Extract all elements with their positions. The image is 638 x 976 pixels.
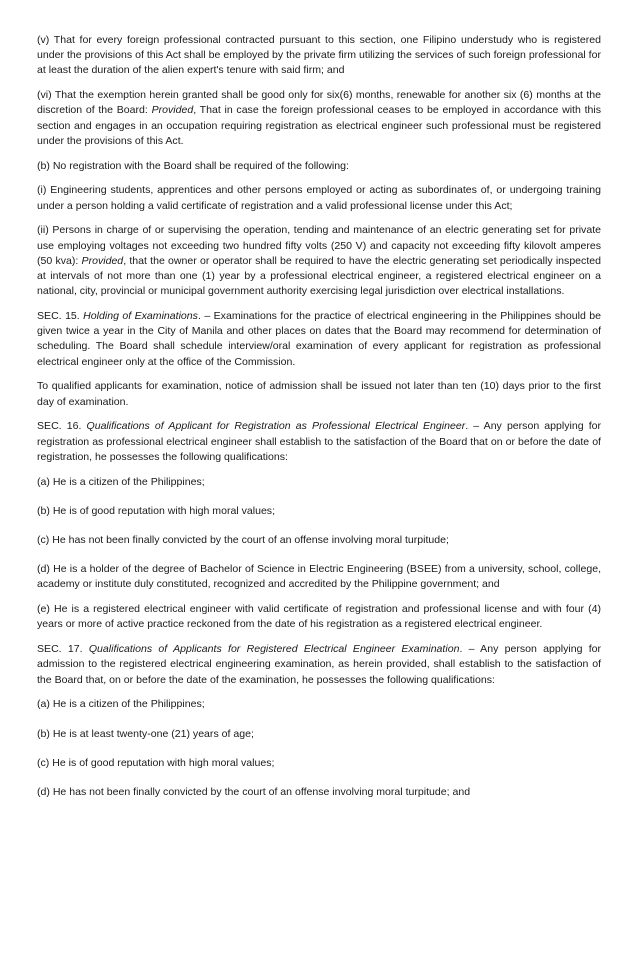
section-16 [37,419,601,465]
paragraph-vi-text: , That in case the foreign professional ceases to be employed in accordance with this section and engages in an occupation requiring registration as electrical engineer such professional must be registered under the provisions of this Act. [37,104,601,147]
section-body: . – Any person applying for admission to the registered electrical engineering examination, as herein provided, shall establish to the satisfaction of the Board that, on or before the date of the examination, he possesses the following qualifications: [37,643,602,686]
paragraph-admission: To qualified applicants for examination, notice of admission shall be issued not later than ten (10) days prior to the first day of examination. [37,380,601,408]
section-body: . – Any person applying for registration as professional electrical engineer shall establish to the satisfaction of the Board that on or before the date of registration, he possesses the following qualifications: [37,420,601,463]
sec17-item-c: (c) He is of good reputation with high moral values; [37,756,275,769]
sec17-item-a: (a) He is a citizen of the Philippines; [37,698,205,711]
paragraph-v: (v) That for every foreign professional contracted pursuant to this section, one Filipino understudy who is registered under the provisions of this Act shall be employed by the private firm utilizing the services of such foreign professional for at least the duration of the alien expert's tenure with said firm; and [37,34,601,77]
paragraph-vi-text: (vi) That the exemption herein granted shall be good only for six(6) months, renewable for another six (6) months at the discretion of the Board: [37,89,601,117]
section-17 [37,642,601,688]
proviso-term: Provided [151,104,194,117]
paragraph-b: (b) No registration with the Board shall be required of the following: [37,159,349,172]
section-label: SEC. 17. [37,643,89,656]
section-body: . – Examinations for the practice of electrical engineering in the Philippines should be given twice a year in the City of Manila and other places on dates that the Board may recommend for determination of scheduling. The Board shall schedule interview/oral examination of every applicant for registration as professional electrical engineer only at the office of the Commission. [37,310,601,368]
section-15 [37,309,601,370]
sec16-item-a: (a) He is a citizen of the Philippines; [37,475,205,488]
sec16-item-b: (b) He is of good reputation with high moral values; [37,504,276,517]
section-label: SEC. 15. [37,310,84,323]
section-label: SEC. 16. [37,420,87,433]
paragraph-i: (i) Engineering students, apprentices and other persons employed or acting as subordinates of, or undergoing training under a person holding a valid certificate of registration and a valid professional license under this Act; [37,184,601,212]
sec17-item-b: (b) He is at least twenty-one (21) years of age; [37,727,254,740]
sec17-item-d: (d) He has not been finally convicted by the court of an offense involving moral turpitude; and [37,786,471,799]
paragraph-ii-text: , that the owner or operator shall be required to have the electric generating set periodically inspected at intervals of not more than one (1) year by a professional electrical engineer, a registered electrical engineer on a national, city, provincial or municipal government authority exercising legal jurisdiction over electrical installations. [37,254,601,298]
sec16-item-d: (d) He is a holder of the degree of Bachelor of Science in Electric Engineering (BSEE) from a university, school, college, academy or institute duly constituted, recognized and accredited by the Philippine government; and [37,563,601,591]
section-title: Qualifications of Applicants for Registered Electrical Engineer Examination [88,643,460,656]
proviso-term: Provided [81,254,124,267]
document-page [37,33,601,814]
paragraph-ii-text: (ii) Persons in charge of or supervising the operation, tending and maintenance of an electric generating set for private use employing voltages not exceeding two hundred fifty volts (250 V) and capacity not exceeding fifty kilovolt amperes (50 kva): [37,224,601,267]
section-title: Qualifications of Applicant for Registration as Professional Electrical Engineer [86,420,466,433]
paragraph-vi [37,88,601,149]
paragraph-ii [37,223,601,299]
sec16-item-c: (c) He has not been finally convicted by the court of an offense involving moral turpitude; [37,534,449,547]
sec16-item-e: (e) He is a registered electrical engineer with valid certificate of registration and professional license and with four (4) years or more of active practice reckoned from the date of his registration as a registered electrical engineer. [37,603,601,631]
section-title: Holding of Examinations [83,310,198,323]
